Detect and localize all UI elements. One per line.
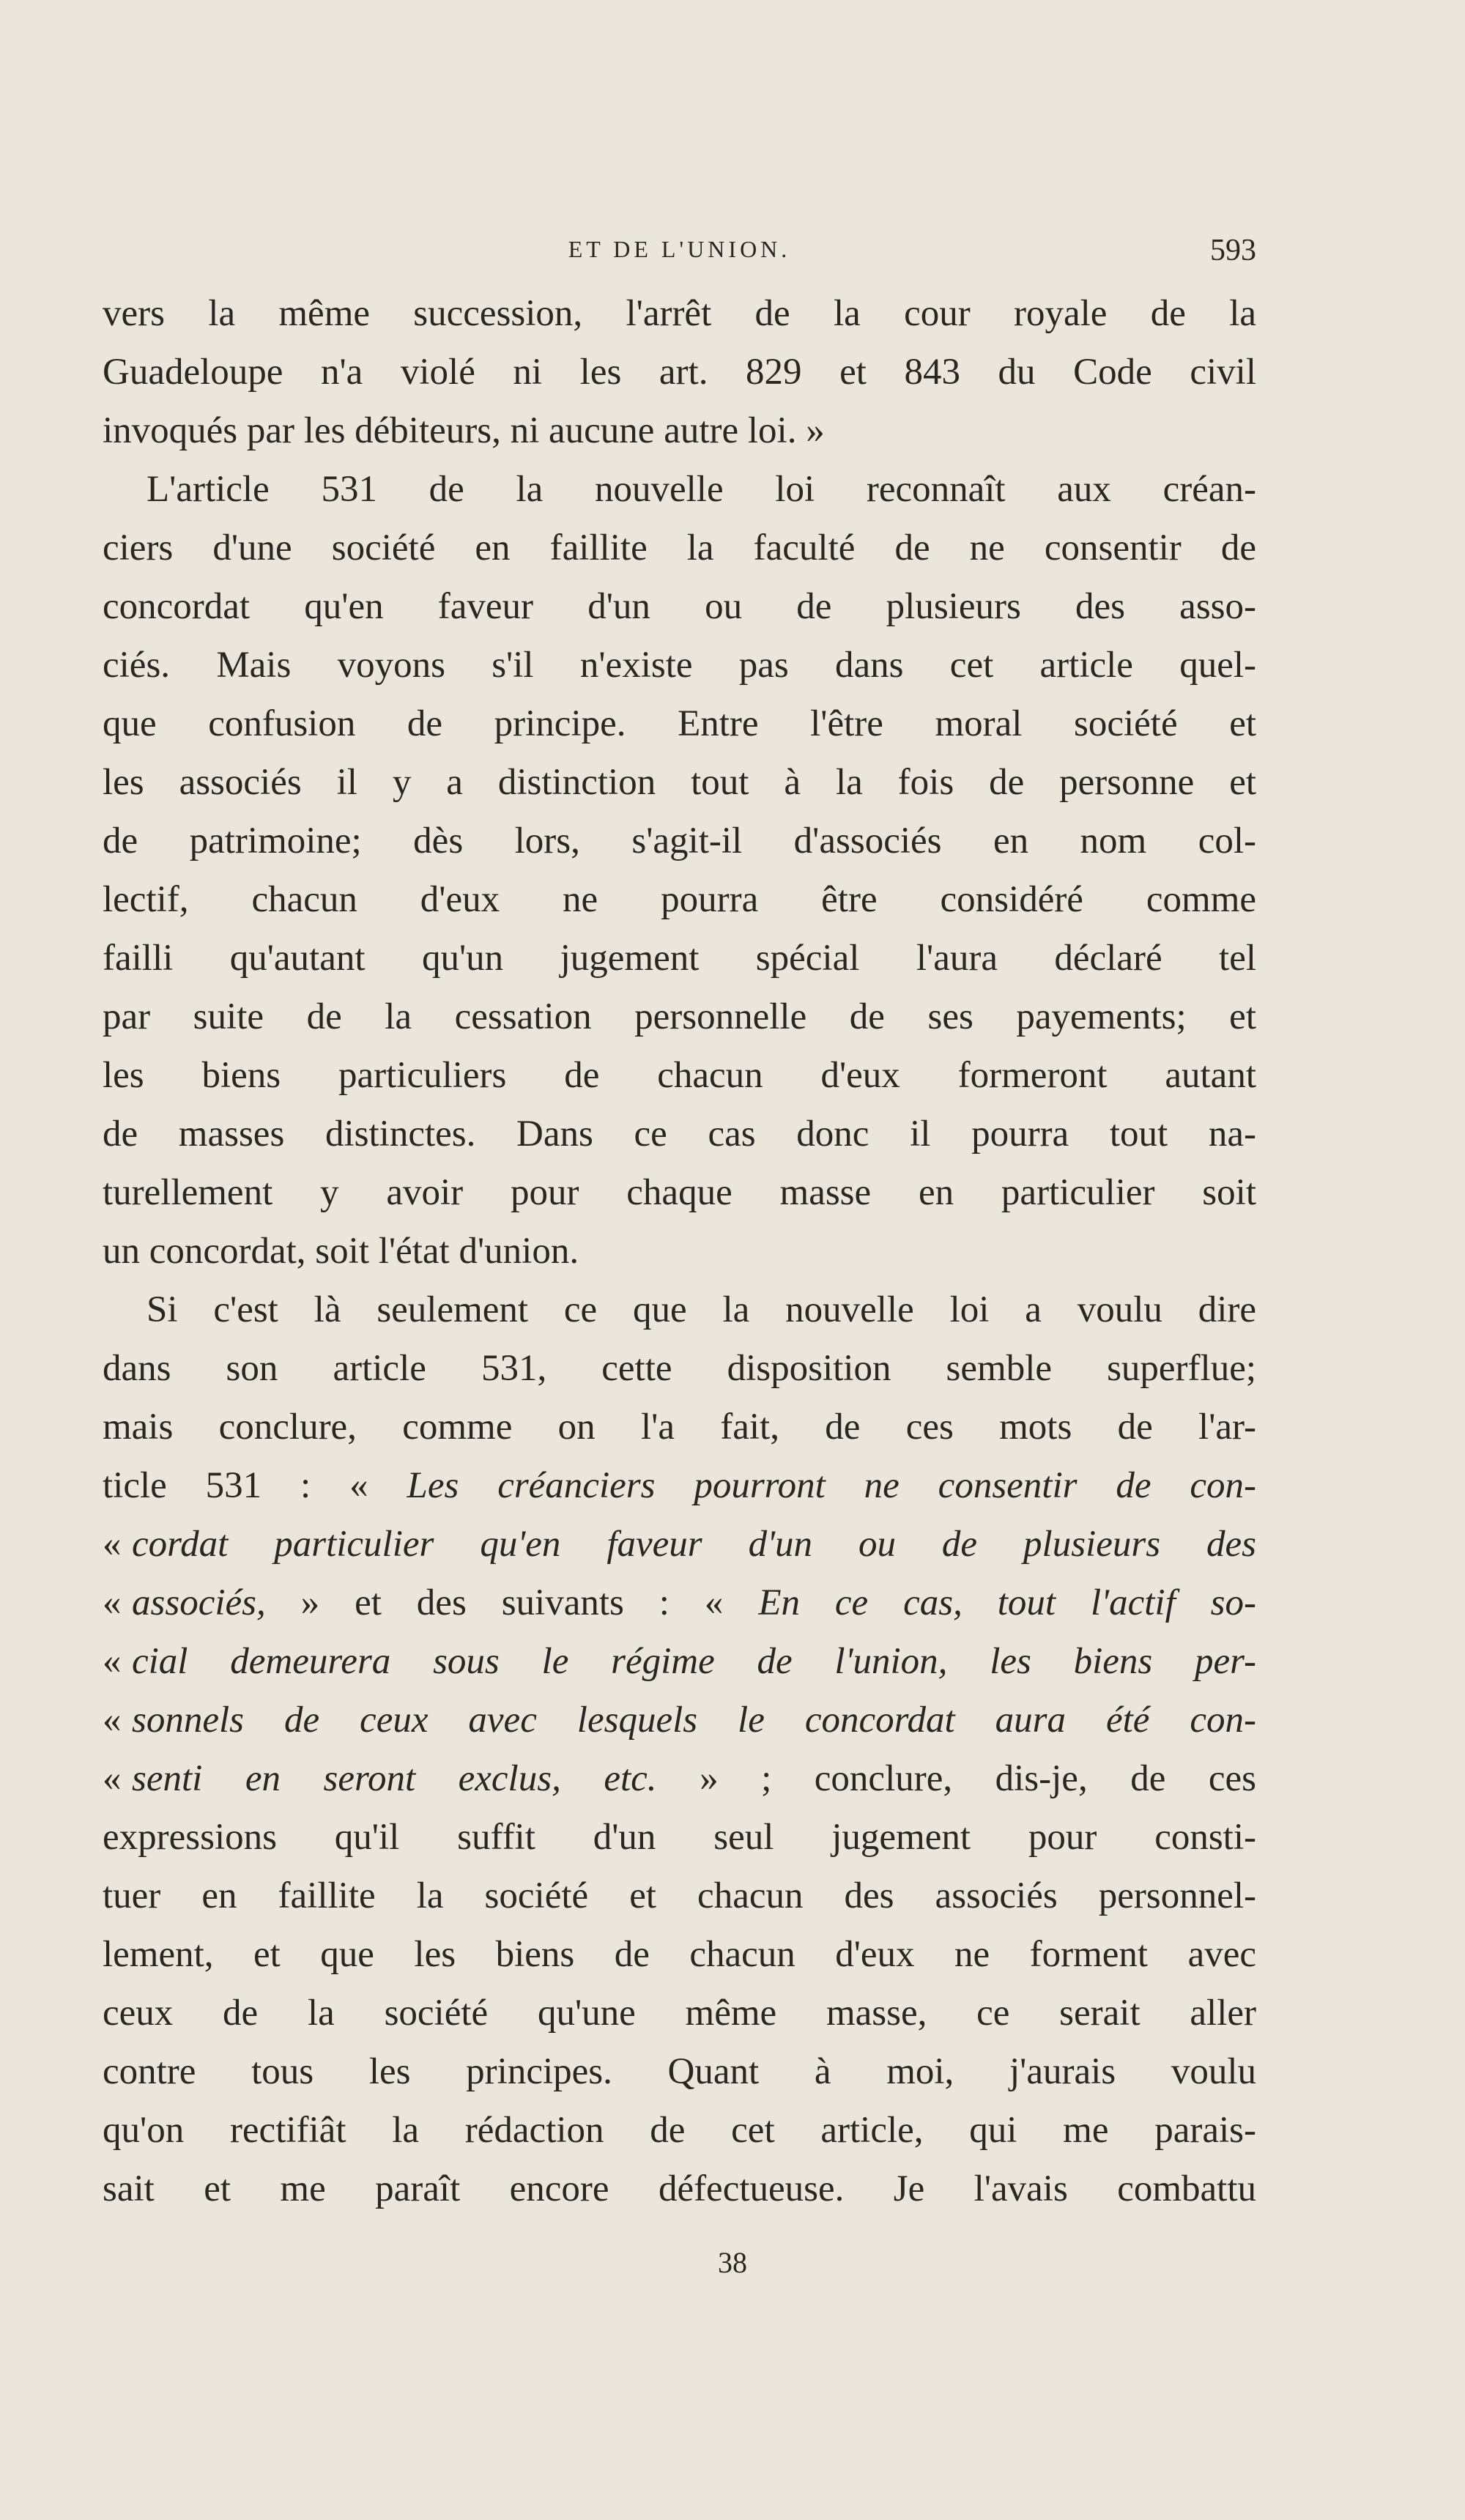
text-line [103, 1632, 1256, 1691]
text-line: ciés. Mais voyons s'il n'existe pas dans cet article quel- [103, 645, 1256, 686]
text-line: dans son article 531, cette disposition semble superflue; [103, 1348, 1256, 1389]
text-line: expressions qu'il suffit d'un seul jugement pour consti- [103, 1817, 1256, 1858]
italic-quote: En ce cas, tout l'actif so- [758, 1582, 1256, 1623]
text-span: » et des suivants : « [265, 1582, 759, 1623]
text-line: Si c'est là seulement ce que la nouvelle loi a voulu dire [146, 1289, 1256, 1330]
italic-quote: associés, [132, 1582, 266, 1623]
text-line [103, 1456, 1256, 1515]
text-line: failli qu'autant qu'un jugement spécial l'aura déclaré tel [103, 938, 1256, 979]
text-line: sait et me paraît encore défectueuse. Je l'avais combattu [103, 2168, 1256, 2209]
text-line: qu'on rectifiât la rédaction de cet article, qui me parais- [103, 2110, 1256, 2151]
quote-mark: « [103, 1524, 122, 1565]
text-span: ticle 531 : « [103, 1465, 407, 1506]
text-line: tuer en faillite la société et chacun des associés personnel- [103, 1875, 1256, 1916]
text-line: un concordat, soit l'état d'union. [103, 1231, 579, 1272]
quote-mark: « [103, 1641, 122, 1682]
body-text [103, 284, 1256, 2218]
text-line: mais conclure, comme on l'a fait, de ces mots de l'ar- [103, 1407, 1256, 1448]
text-line: concordat qu'en faveur d'un ou de plusieurs des asso- [103, 586, 1256, 627]
text-line: que confusion de principe. Entre l'être moral société et [103, 703, 1256, 744]
text-line: Guadeloupe n'a violé ni les art. 829 et 843 du Code civil [103, 352, 1256, 393]
italic-quote: senti en seront exclus, etc. [132, 1758, 657, 1799]
text-line [103, 1749, 1256, 1808]
text-line [103, 1515, 1256, 1574]
quote-mark: « [103, 1758, 122, 1799]
text-line: les associés il y a distinction tout à la fois de personne et [103, 762, 1256, 803]
signature-mark: 38 [718, 2246, 747, 2279]
italic-quote: Les créanciers pourront ne consentir de con- [407, 1465, 1257, 1506]
text-line: de masses distinctes. Dans ce cas donc il pourra tout na- [103, 1113, 1256, 1155]
text-line: lectif, chacun d'eux ne pourra être considéré comme [103, 879, 1256, 920]
running-title: ET DE L'UNION. [568, 236, 791, 262]
italic-quote: cordat particulier qu'en faveur d'un ou de plusieurs des [132, 1524, 1256, 1565]
text-line: L'article 531 de la nouvelle loi reconnaît aux créan- [146, 469, 1256, 510]
text-line: ciers d'une société en faillite la faculté de ne consentir de [103, 527, 1256, 568]
italic-quote: cial demeurera sous le régime de l'union, les biens per- [132, 1641, 1256, 1682]
text-line: ceux de la société qu'une même masse, ce serait aller [103, 1993, 1256, 2034]
text-line: de patrimoine; dès lors, s'agit-il d'associés en nom col- [103, 820, 1256, 861]
text-span: » ; conclure, dis-je, de ces [656, 1758, 1256, 1799]
text-line [103, 1574, 1256, 1632]
text-line [103, 1691, 1256, 1749]
quote-mark: « [103, 1582, 122, 1623]
text-line: lement, et que les biens de chacun d'eux ne forment avec [103, 1934, 1256, 1975]
text-line: vers la même succession, l'arrêt de la cour royale de la [103, 293, 1256, 334]
page-number: 593 [1210, 234, 1256, 267]
text-line: les biens particuliers de chacun d'eux formeront autant [103, 1055, 1256, 1096]
text-line: contre tous les principes. Quant à moi, j'aurais voulu [103, 2051, 1256, 2092]
quote-mark: « [103, 1700, 122, 1741]
text-line: invoqués par les débiteurs, ni aucune autre loi. » [103, 410, 825, 451]
italic-quote: sonnels de ceux avec lesquels le concordat aura été con- [132, 1700, 1256, 1741]
text-line: turellement y avoir pour chaque masse en particulier soit [103, 1172, 1256, 1213]
text-line: par suite de la cessation personnelle de ses payements; et [103, 996, 1256, 1037]
running-head [103, 233, 1256, 270]
